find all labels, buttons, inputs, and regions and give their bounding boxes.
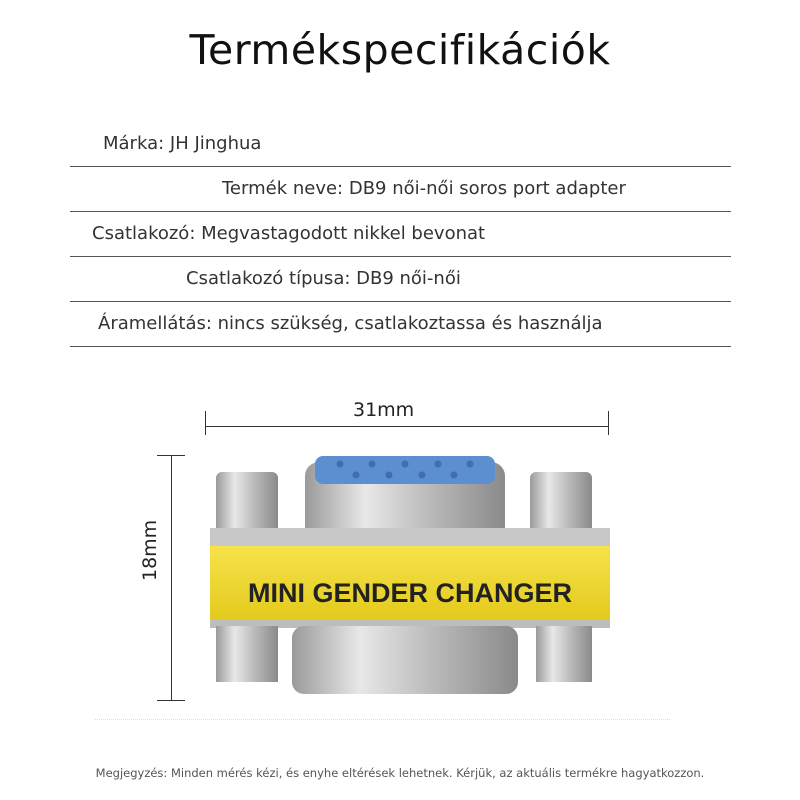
- spec-row-product-name: [70, 166, 731, 212]
- screw-bottom-right: [536, 626, 592, 682]
- spec-brand: Márka: JH Jinghua: [103, 133, 262, 154]
- spec-connector-type: Csatlakozó típusa: DB9 női-női: [186, 268, 461, 289]
- height-dimension-tick-top: [157, 455, 185, 456]
- width-label: 31mm: [353, 399, 415, 421]
- width-dimension-tick-left: [205, 411, 206, 435]
- pin-block: [315, 456, 495, 484]
- width-dimension-tick-right: [608, 411, 609, 435]
- flange: [210, 528, 610, 548]
- db9-adapter-image: [200, 450, 620, 700]
- spec-row-connector: [70, 211, 731, 257]
- spec-row-power: [70, 301, 731, 347]
- width-dimension-line: [205, 426, 609, 427]
- measurement-note: Megjegyzés: Minden mérés kézi, és enyhe eltérések lehetnek. Kérjük, az aktuális termékre hagyatkozzon.: [95, 766, 705, 780]
- spec-row-connector-type: [70, 256, 731, 302]
- height-label: 18mm: [139, 519, 161, 581]
- spec-product-name: Termék neve: DB9 női-női soros port adapter: [222, 178, 626, 199]
- height-dimension-tick-bottom: [157, 700, 185, 701]
- divider-dotted: [95, 719, 670, 721]
- page-title: Termékspecifikációk: [189, 26, 611, 74]
- spec-row-brand: [70, 121, 731, 167]
- screw-bottom-left: [216, 626, 278, 682]
- spec-power: Áramellátás: nincs szükség, csatlakoztassa és használja: [98, 313, 603, 334]
- spec-connector: Csatlakozó: Megvastagodott nikkel bevonat: [92, 223, 486, 244]
- connector-shell-bottom: [292, 626, 518, 694]
- height-dimension-line: [171, 455, 172, 701]
- band-text: MINI GENDER CHANGER: [247, 578, 573, 608]
